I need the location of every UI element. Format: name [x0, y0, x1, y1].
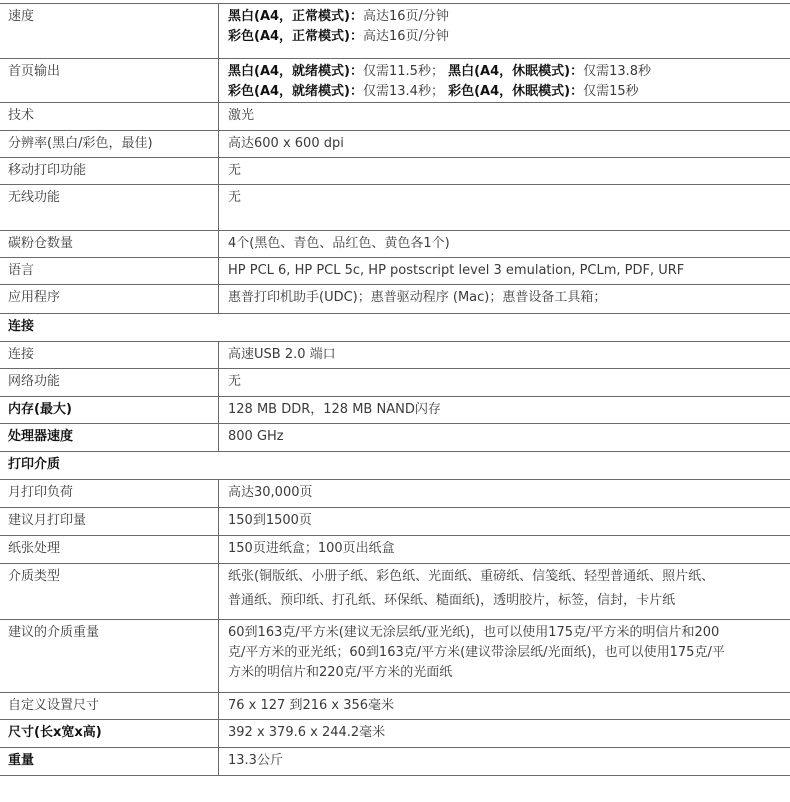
spec-value: 无	[228, 190, 242, 205]
spec-row-speed	[0, 4, 790, 59]
spec-label: 自定义设置尺寸	[8, 698, 100, 713]
spec-row-media-weight	[0, 620, 790, 693]
spec-label: 介质类型	[8, 569, 61, 584]
spec-value: 高达30,000页	[228, 485, 313, 500]
spec-row-media-types	[0, 564, 790, 620]
spec-value: 60到163克/平方米(建议无涂层纸/亚光纸)，也可以使用175克/平方米的明信片和200 克/平方米的亚光纸；60到163克/平方米(建议带涂层纸/光面纸)，也可以使用175克/平 方米的明信片和220克/平方米的光面纸	[228, 625, 725, 680]
spec-value: 76 x 127 到216 x 356毫米	[228, 698, 395, 713]
spec-value: 激光	[228, 108, 255, 123]
spec-label: 处理器速度	[8, 429, 74, 444]
spec-row-dimensions	[0, 720, 790, 748]
spec-label: 碳粉仓数量	[8, 236, 74, 251]
spec-row-custom-size	[0, 693, 790, 720]
spec-row-wireless	[0, 185, 790, 231]
spec-label: 建议月打印量	[8, 513, 87, 528]
spec-row-memory	[0, 397, 790, 424]
spec-row-resolution	[0, 131, 790, 158]
spec-value: 150到1500页	[228, 513, 312, 528]
spec-label: 建议的介质重量	[8, 625, 100, 640]
spec-label: 语言	[8, 263, 35, 278]
section-header-media	[0, 452, 790, 480]
spec-row-weight	[0, 748, 790, 776]
spec-value: HP PCL 6, HP PCL 5c, HP postscript level 3 emulation, PCLm, PDF, URF	[228, 263, 685, 278]
spec-value: 高速USB 2.0 端口	[228, 347, 336, 362]
spec-label: 尺寸(长x宽x高)	[8, 725, 102, 740]
spec-label: 速度	[8, 9, 35, 24]
spec-value: 800 GHz	[228, 429, 284, 444]
spec-label: 月打印负荷	[8, 485, 74, 500]
section-title	[8, 0, 34, 2]
spec-row-processor	[0, 424, 790, 452]
spec-label: 连接	[8, 347, 35, 362]
spec-row-applications	[0, 285, 790, 314]
spec-label: 技术	[8, 108, 35, 123]
spec-value: 纸张(铜版纸、小册子纸、彩色纸、光面纸、重磅纸、信笺纸、轻型普通纸、照片纸、 普通纸、预印纸、打孔纸、环保纸、糙面纸)，透明胶片，标签，信封，卡片纸	[228, 569, 715, 608]
spec-value: 无	[228, 374, 242, 389]
spec-row-toner-count	[0, 231, 790, 258]
spec-row-first-page-out	[0, 59, 790, 103]
spec-row-paper-handling	[0, 536, 790, 564]
spec-label: 纸张处理	[8, 541, 61, 556]
spec-row-network	[0, 369, 790, 397]
spec-row-recommended-volume	[0, 508, 790, 536]
spec-row-duty-cycle	[0, 480, 790, 508]
spec-label: 内存(最大)	[8, 402, 72, 417]
spec-row-mobile-print	[0, 158, 790, 185]
spec-label: 网络功能	[8, 374, 61, 389]
spec-label: 重量	[8, 753, 35, 768]
spec-label: 应用程序	[8, 290, 61, 305]
spec-value: 高达600 x 600 dpi	[228, 136, 344, 151]
spec-value: 惠普打印机助手(UDC)；惠普驱动程序 (Mac)；惠普设备工具箱；	[228, 290, 607, 305]
spec-value: 128 MB DDR，128 MB NAND闪存	[228, 402, 441, 417]
section-title: 打印介质	[8, 457, 61, 472]
spec-value: 无	[228, 163, 242, 178]
section-header-connectivity	[0, 314, 790, 342]
spec-value: 4个(黑色、青色、品红色、黄色各1个)	[228, 236, 450, 251]
spec-row-technology	[0, 103, 790, 131]
spec-value: 黑白(A4，正常模式)：高达16页/分钟 彩色(A4，正常模式)：高达16页/分钟	[228, 9, 449, 44]
spec-value: 150页进纸盒；100页出纸盒	[228, 541, 395, 556]
spec-row-language	[0, 258, 790, 285]
spec-value: 黑白(A4，就绪模式)：仅需11.5秒； 黑白(A4，休眠模式)：仅需13.8秒 彩色(A4，就绪模式)：仅需13.4秒； 彩色(A4，休眠模式)：仅需15秒	[228, 64, 652, 99]
section-title: 连接	[8, 319, 35, 334]
spec-row-connectivity	[0, 342, 790, 369]
spec-label: 移动打印功能	[8, 163, 87, 178]
spec-label: 首页输出	[8, 64, 61, 79]
spec-label: 分辨率(黑白/彩色，最佳)	[8, 136, 153, 151]
spec-value: 13.3公斤	[228, 753, 283, 768]
spec-label: 无线功能	[8, 190, 61, 205]
spec-value: 392 x 379.6 x 244.2毫米	[228, 725, 386, 740]
